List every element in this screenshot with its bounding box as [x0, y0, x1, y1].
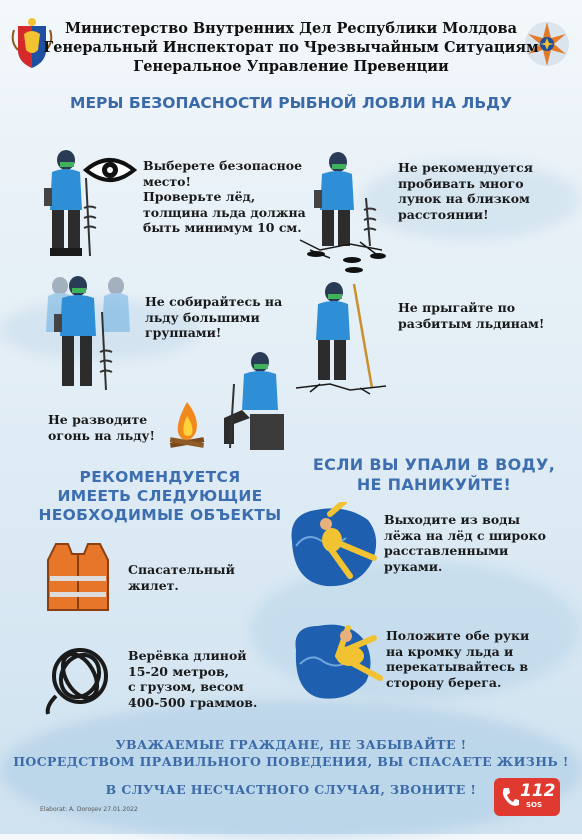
- tip-line: быть минимум 10 см.: [143, 220, 302, 235]
- step-roll-to-shore: [386, 628, 529, 690]
- tip-line: Не разводите: [48, 412, 148, 427]
- step-line: Выходите из воды: [384, 512, 521, 527]
- page-title: МЕРЫ БЕЗОПАСНОСТИ РЫБНОЙ ЛОВЛИ НА ЛЬДУ: [70, 94, 512, 112]
- tip-many-holes: [398, 160, 533, 222]
- rope-label: [128, 648, 257, 710]
- tip-line: льду большими: [145, 309, 260, 325]
- header-inspectorate: Генеральный Инспекторат по Чрезвычайным Ситуациям: [43, 39, 539, 56]
- group-of-fishermen-illustration: [40, 272, 140, 396]
- fisherman-drilling-holes-illustration: [290, 150, 390, 276]
- tip-line: толщина льда должна: [143, 204, 306, 220]
- tip-no-groups: [145, 294, 282, 341]
- tip-line: огонь на льду!: [48, 427, 156, 443]
- tip-line: Выберете безопасное: [143, 158, 303, 173]
- tip-line: расстоянии!: [398, 206, 489, 222]
- recommend-title-line: ИМЕЕТЬ СЛЕДУЮЩИЕ: [57, 487, 263, 505]
- campfire-icon: [166, 398, 208, 450]
- person-rolling-to-shore-illustration: [288, 620, 384, 702]
- seated-fisherman-illustration: [214, 348, 300, 452]
- fisherman-on-broken-ice-illustration: [290, 280, 390, 400]
- water-title-line: НЕ ПАНИКУЙТЕ!: [356, 475, 512, 494]
- phone-icon: [500, 786, 520, 808]
- author-credit: Elaborat: A. Doroșev 27.01.2022: [40, 806, 138, 813]
- rope-line: 400-500 граммов.: [128, 694, 258, 710]
- step-exit-water: [384, 512, 546, 574]
- tip-line: лунок на близком: [398, 191, 530, 206]
- rope-icon: [40, 640, 116, 716]
- recommend-title-line: НЕОБХОДИМЫЕ ОБЪЕКТЫ: [38, 506, 282, 524]
- step-line: на кромку льда и: [386, 643, 514, 659]
- tip-line: Не прыгайте по: [398, 300, 516, 315]
- tip-safe-place: [143, 158, 306, 236]
- ice-texture: [0, 700, 582, 840]
- vest-label: [128, 562, 235, 593]
- rope-line: Верёвка длиной: [128, 648, 247, 663]
- tip-no-jumping: [398, 300, 544, 331]
- emergency-112-badge: [494, 778, 560, 816]
- badge-sos: SOS: [526, 801, 543, 809]
- tip-line: Не собирайтесь на: [145, 294, 283, 309]
- fisherman-checking-ice-illustration: [40, 148, 140, 264]
- rope-line: с грузом, весом: [128, 679, 244, 694]
- step-line: перекатывайтесь в: [386, 659, 529, 674]
- person-exiting-water-illustration: [286, 502, 382, 592]
- tip-no-fire: [48, 412, 155, 443]
- water-title: [300, 455, 568, 495]
- vest-line: Спасательный: [128, 562, 235, 577]
- step-line: руками.: [384, 558, 443, 574]
- header-ministry: Министерство Внутренних Дел Республики Молдова: [64, 20, 518, 37]
- life-vest-icon: [42, 540, 114, 614]
- step-line: расставленными: [384, 543, 509, 558]
- badge-number: 112: [520, 781, 556, 801]
- step-line: лёжа на лёд с широко: [384, 527, 546, 543]
- tip-line: пробивать много: [398, 175, 524, 191]
- tip-line: место!: [143, 173, 191, 189]
- step-line: сторону берега.: [386, 674, 502, 690]
- step-line: Положите обе руки: [386, 628, 530, 643]
- water-title-line: ЕСЛИ ВЫ УПАЛИ В ВОДУ,: [312, 455, 556, 474]
- tip-line: Не рекомендуется: [398, 160, 534, 175]
- recommend-title: [30, 468, 290, 525]
- rope-line: 15-20 метров,: [128, 663, 230, 679]
- footer-behavior: ПОСРЕДСТВОМ ПРАВИЛЬНОГО ПОВЕДЕНИЯ, ВЫ СПАСАЕТЕ ЖИЗНЬ !: [13, 754, 569, 769]
- footer-reminder: УВАЖАЕМЫЕ ГРАЖДАНЕ, НЕ ЗАБЫВАЙТЕ !: [115, 737, 467, 752]
- tip-line: Проверьте лёд,: [143, 189, 256, 204]
- header-department: Генеральное Управление Превенции: [133, 58, 449, 75]
- vest-line: жилет.: [128, 577, 179, 593]
- tip-line: группами!: [145, 325, 222, 340]
- footer-call: В СЛУЧАЕ НЕСЧАСТНОГО СЛУЧАЯ, ЗВОНИТЕ !: [105, 782, 477, 797]
- tip-line: разбитым льдинам!: [398, 315, 545, 331]
- recommend-title-line: РЕКОМЕНДУЕТСЯ: [79, 468, 241, 486]
